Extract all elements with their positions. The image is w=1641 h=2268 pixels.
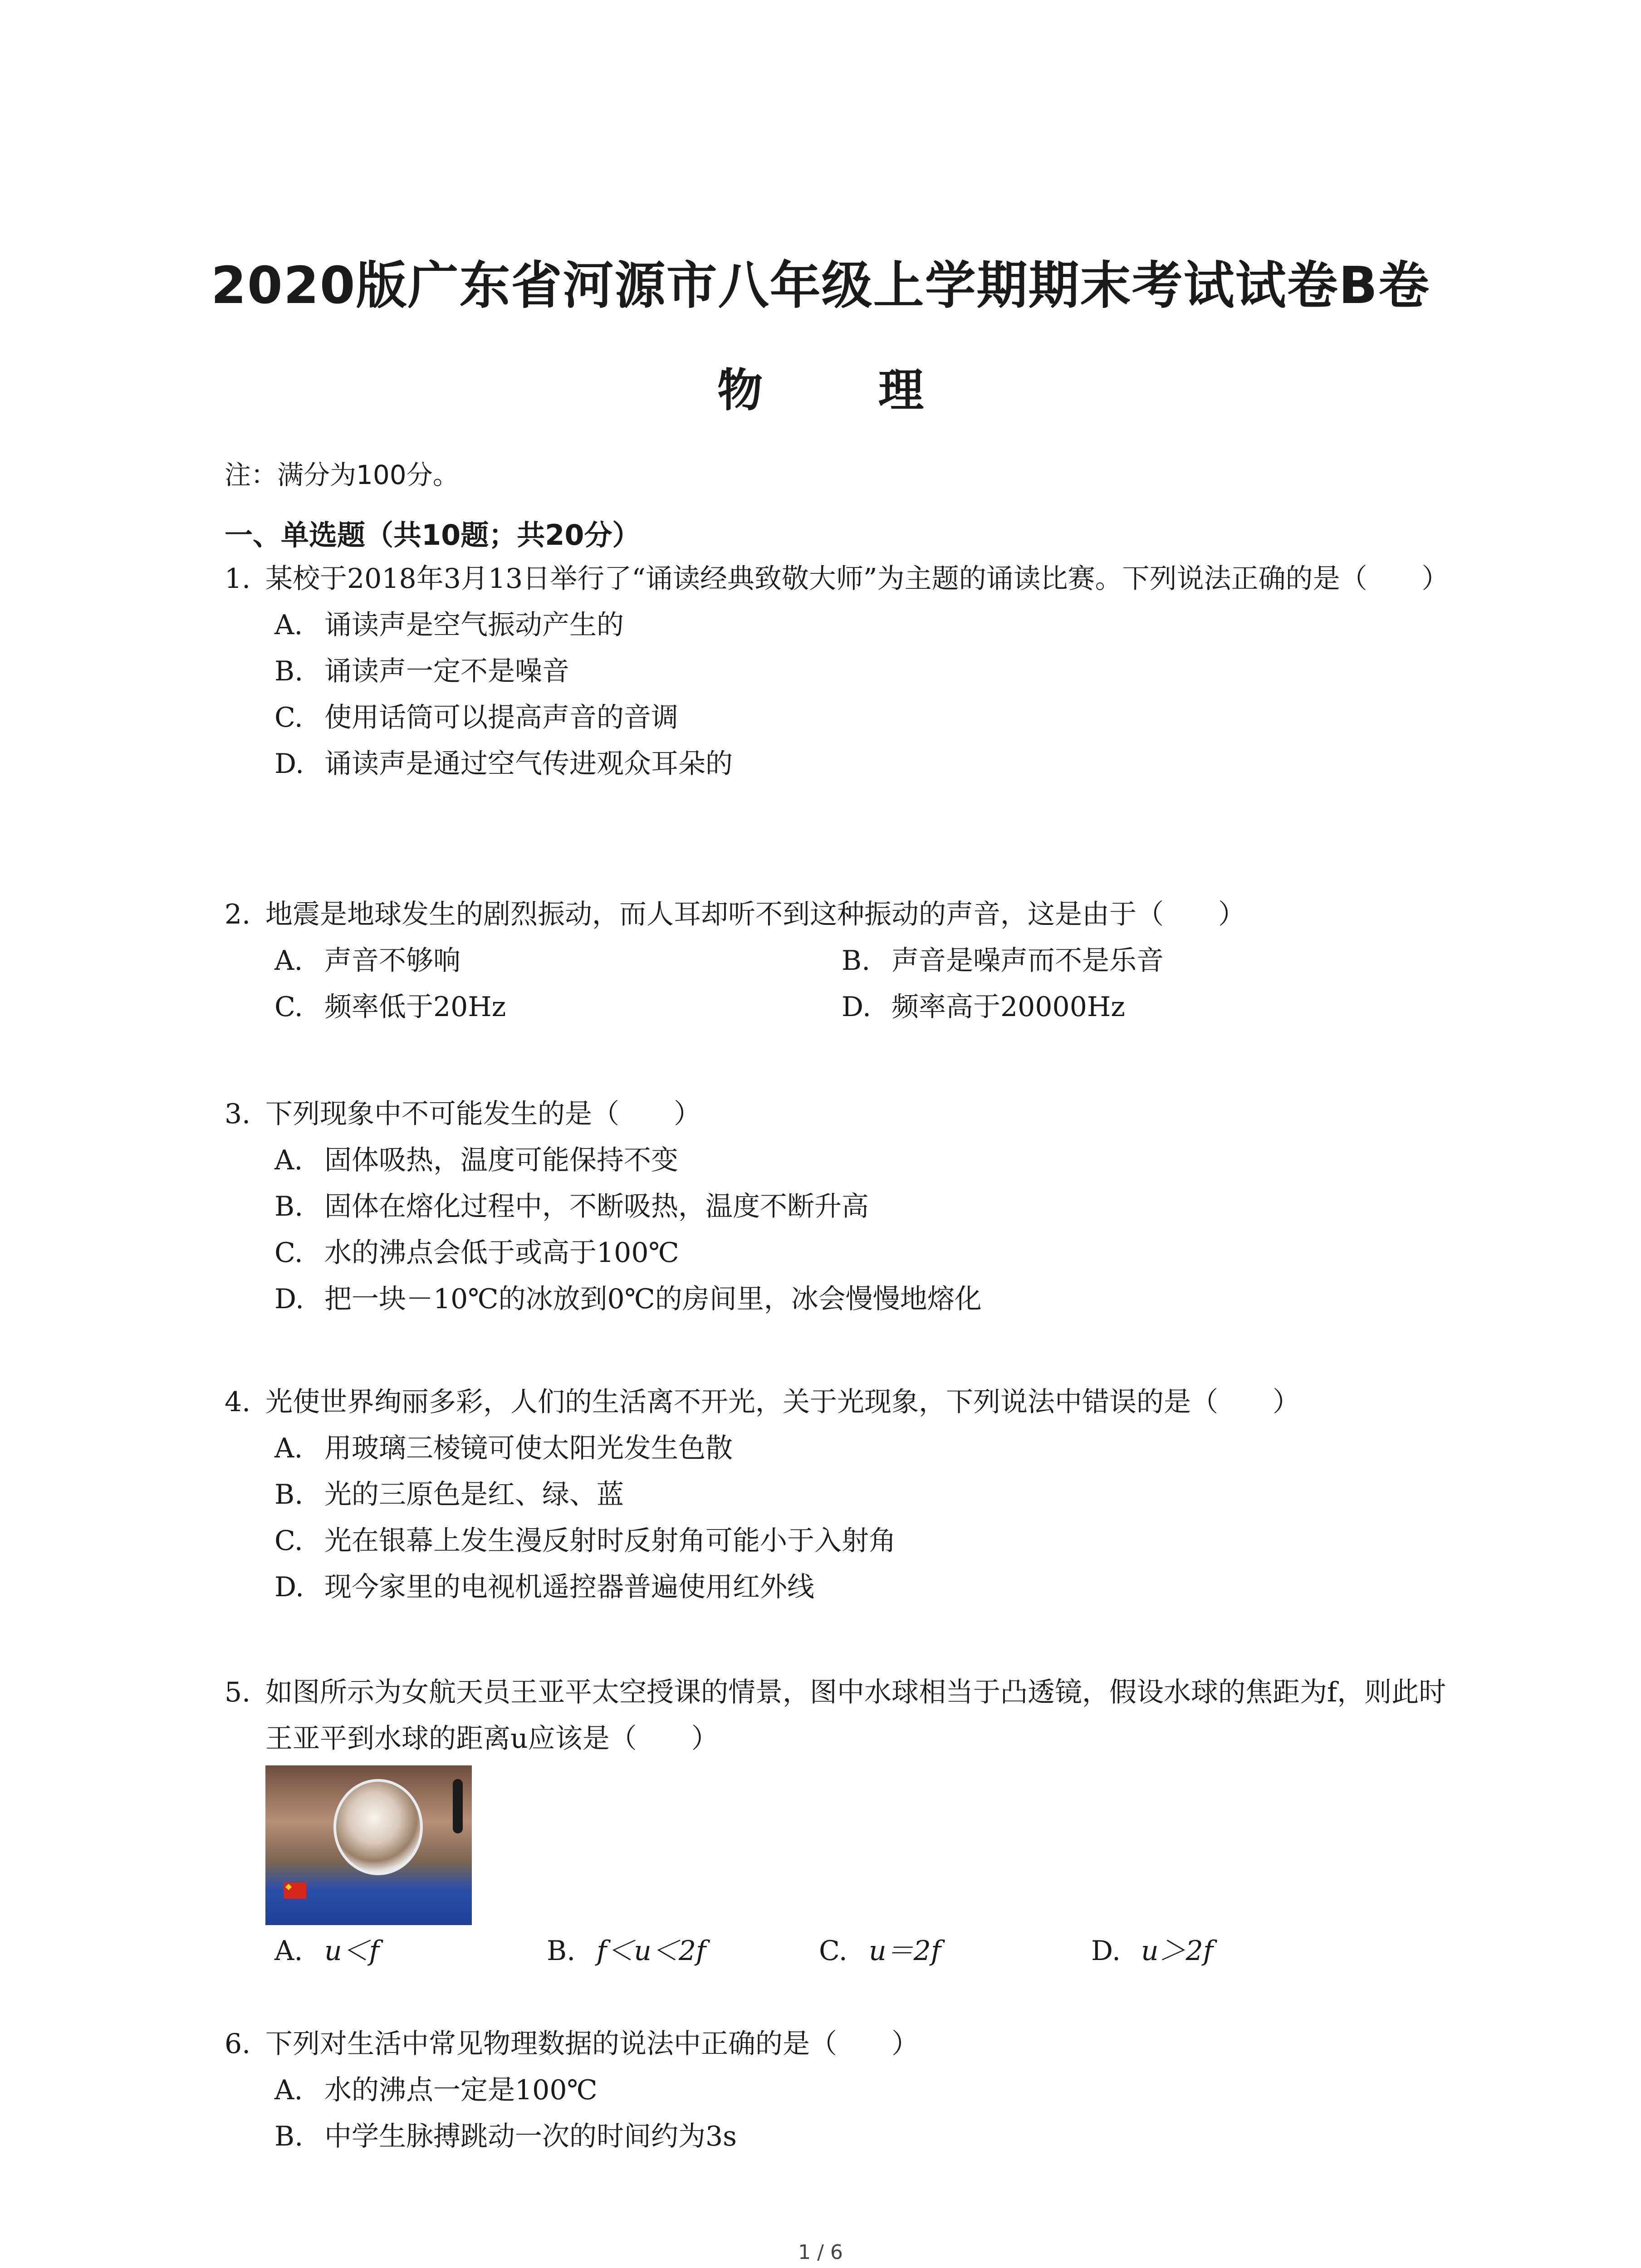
exam-title: 2020版广东省河源市八年级上学期期末考试试卷B卷 xyxy=(211,256,1430,315)
question-number: 4. xyxy=(225,1386,251,1418)
question-6 xyxy=(225,2021,1468,2160)
option-b: B. 固体在熔化过程中，不断吸热，温度不断升高 xyxy=(274,1191,869,1222)
option-a: A. 声音不够响 xyxy=(274,945,460,977)
question-stem: 如图所示为女航天员王亚平太空授课的情景，图中水球相当于凸透镜，假设水球的焦距为f，则此时王亚平到水球的距离u应该是（ ） xyxy=(265,1677,1446,1755)
option-d: D. u＞2f xyxy=(1091,1935,1214,1967)
question-number: 6. xyxy=(225,2028,251,2060)
question-stem: 地震是地球发生的剧烈振动，而人耳却听不到这种振动的声音，这是由于（ ） xyxy=(265,899,1245,930)
page-number: 1 / 6 xyxy=(798,2241,843,2264)
option-a: A. 固体吸热，温度可能保持不变 xyxy=(274,1144,678,1176)
option-a: A. 用玻璃三棱镜可使太阳光发生色散 xyxy=(274,1432,733,1464)
question-1 xyxy=(225,556,1468,787)
option-b: B. f＜u＜2f xyxy=(547,1935,706,1967)
option-c: C. 使用话筒可以提高声音的音调 xyxy=(274,702,678,733)
question-number: 2. xyxy=(225,899,251,930)
option-d: D. 频率高于20000Hz xyxy=(842,991,1125,1023)
subject-title: 物 理 xyxy=(717,364,974,417)
option-c: C. 水的沸点会低于或高于100℃ xyxy=(274,1237,679,1269)
astronaut-water-ball-photo xyxy=(265,1765,472,1925)
option-d: D. 现今家里的电视机遥控器普遍使用红外线 xyxy=(274,1571,814,1603)
flag-patch-shape xyxy=(284,1882,306,1899)
question-number: 5. xyxy=(225,1677,251,1708)
option-c: C. 光在银幕上发生漫反射时反射角可能小于入射角 xyxy=(274,1525,896,1557)
question-stem: 光使世界绚丽多彩，人们的生活离不开光，关于光现象，下列说法中错误的是（ ） xyxy=(265,1386,1300,1418)
question-stem: 下列对生活中常见物理数据的说法中正确的是（ ） xyxy=(265,2028,919,2060)
question-number: 1. xyxy=(225,563,251,595)
question-stem: 下列现象中不可能发生的是（ ） xyxy=(265,1098,701,1130)
option-d: D. 诵读声是通过空气传进观众耳朵的 xyxy=(274,748,733,780)
option-a: A. 诵读声是空气振动产生的 xyxy=(274,609,624,641)
question-3 xyxy=(225,1091,1468,1322)
option-a: A. u＜f xyxy=(274,1935,379,1967)
question-2 xyxy=(225,891,1468,1030)
option-d: D. 把一块－10℃的冰放到0℃的房间里，冰会慢慢地熔化 xyxy=(274,1283,982,1315)
option-b: B. 中学生脉搏跳动一次的时间约为3s xyxy=(274,2121,737,2152)
headset-shape xyxy=(453,1779,463,1833)
question-number: 3. xyxy=(225,1098,251,1130)
water-ball-shape xyxy=(333,1779,423,1875)
option-c: C. 频率低于20Hz xyxy=(274,991,506,1023)
question-stem: 某校于2018年3月13日举行了“诵读经典致敬大师”为主题的诵读比赛。下列说法正确的是（ ） xyxy=(265,563,1449,595)
question-4 xyxy=(225,1379,1468,1610)
option-b: B. 光的三原色是红、绿、蓝 xyxy=(274,1479,624,1510)
option-b: B. 诵读声一定不是噪音 xyxy=(274,655,569,687)
section-heading: 一、单选题（共10题；共20分） xyxy=(225,518,641,552)
score-note: 注：满分为100分。 xyxy=(225,459,459,490)
option-c: C. u＝2f xyxy=(819,1935,941,1967)
question-5 xyxy=(225,1669,1468,1974)
option-a: A. 水的沸点一定是100℃ xyxy=(274,2074,598,2106)
option-b: B. 声音是噪声而不是乐音 xyxy=(842,945,1164,977)
